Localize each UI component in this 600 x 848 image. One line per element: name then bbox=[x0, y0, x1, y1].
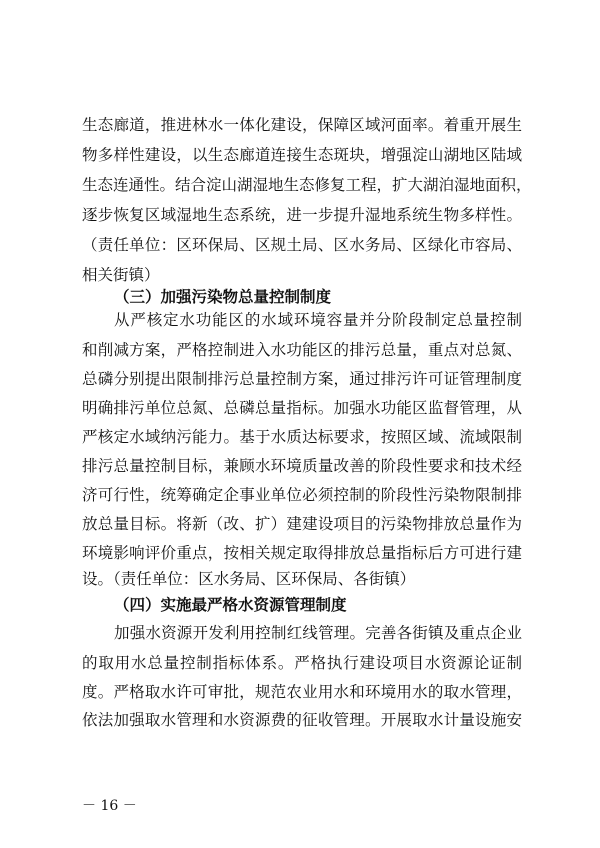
text-line: 逐步恢复区域湿地生态系统，进一步提升湿地系统生物多样性。 bbox=[82, 206, 522, 224]
text-line: 依法加强取水管理和水资源费的征收管理。开展取水计量设施安 bbox=[82, 711, 522, 729]
text-line: 总磷分别提出限制排污总量控制方案，通过排污许可证管理制度 bbox=[82, 370, 522, 388]
text-line: 度。严格取水许可审批，规范农业用水和环境用水的取水管理， bbox=[82, 683, 522, 701]
text-line: 的取用水总量控制指标体系。严格执行建设项目水资源论证制 bbox=[82, 654, 522, 672]
text-line: （责任单位：区环保局、区规土局、区水务局、区绿化市容局、 bbox=[82, 236, 522, 254]
text-line: 生态廊道，推进林水一体化建设，保障区域河面率。着重开展生 bbox=[82, 116, 522, 134]
text-line: 物多样性建设，以生态廊道连接生态斑块，增强淀山湖地区陆域 bbox=[82, 146, 522, 164]
text-line: 严核定水域纳污能力。基于水质达标要求，按照区域、流域限制 bbox=[82, 428, 522, 446]
text-line: 放总量目标。将新（改、扩）建建设项目的污染物排放总量作为 bbox=[82, 515, 522, 533]
section-heading: （三）加强污染物总量控制制度 bbox=[114, 288, 332, 306]
text-line: 和削减方案，严格控制进入水功能区的排污总量，重点对总氮、 bbox=[82, 341, 522, 359]
text-line: 相关街镇） bbox=[82, 266, 160, 284]
text-line: 济可行性，统筹确定企事业单位必须控制的阶段性污染物限制排 bbox=[82, 486, 522, 504]
page-number: － 16 － bbox=[82, 798, 137, 814]
text-line: 设。（责任单位：区水务局、区环保局、各街镇） bbox=[82, 570, 416, 588]
text-line: 环境影响评价重点，按相关规定取得排放总量指标后方可进行建 bbox=[82, 544, 522, 562]
section-heading: （四）实施最严格水资源管理制度 bbox=[114, 596, 347, 614]
text-line: 生态连通性。结合淀山湖湿地生态修复工程，扩大湖泊湿地面积， bbox=[82, 176, 532, 194]
text-line: 从严核定水功能区的水域环境容量并分阶段制定总量控制 bbox=[114, 311, 522, 329]
text-line: 明确排污单位总氮、总磷总量指标。加强水功能区监督管理，从 bbox=[82, 399, 522, 417]
text-line: 加强水资源开发利用控制红线管理。完善各街镇及重点企业 bbox=[114, 624, 522, 642]
text-line: 排污总量控制目标，兼顾水环境质量改善的阶段性要求和技术经 bbox=[82, 457, 522, 475]
